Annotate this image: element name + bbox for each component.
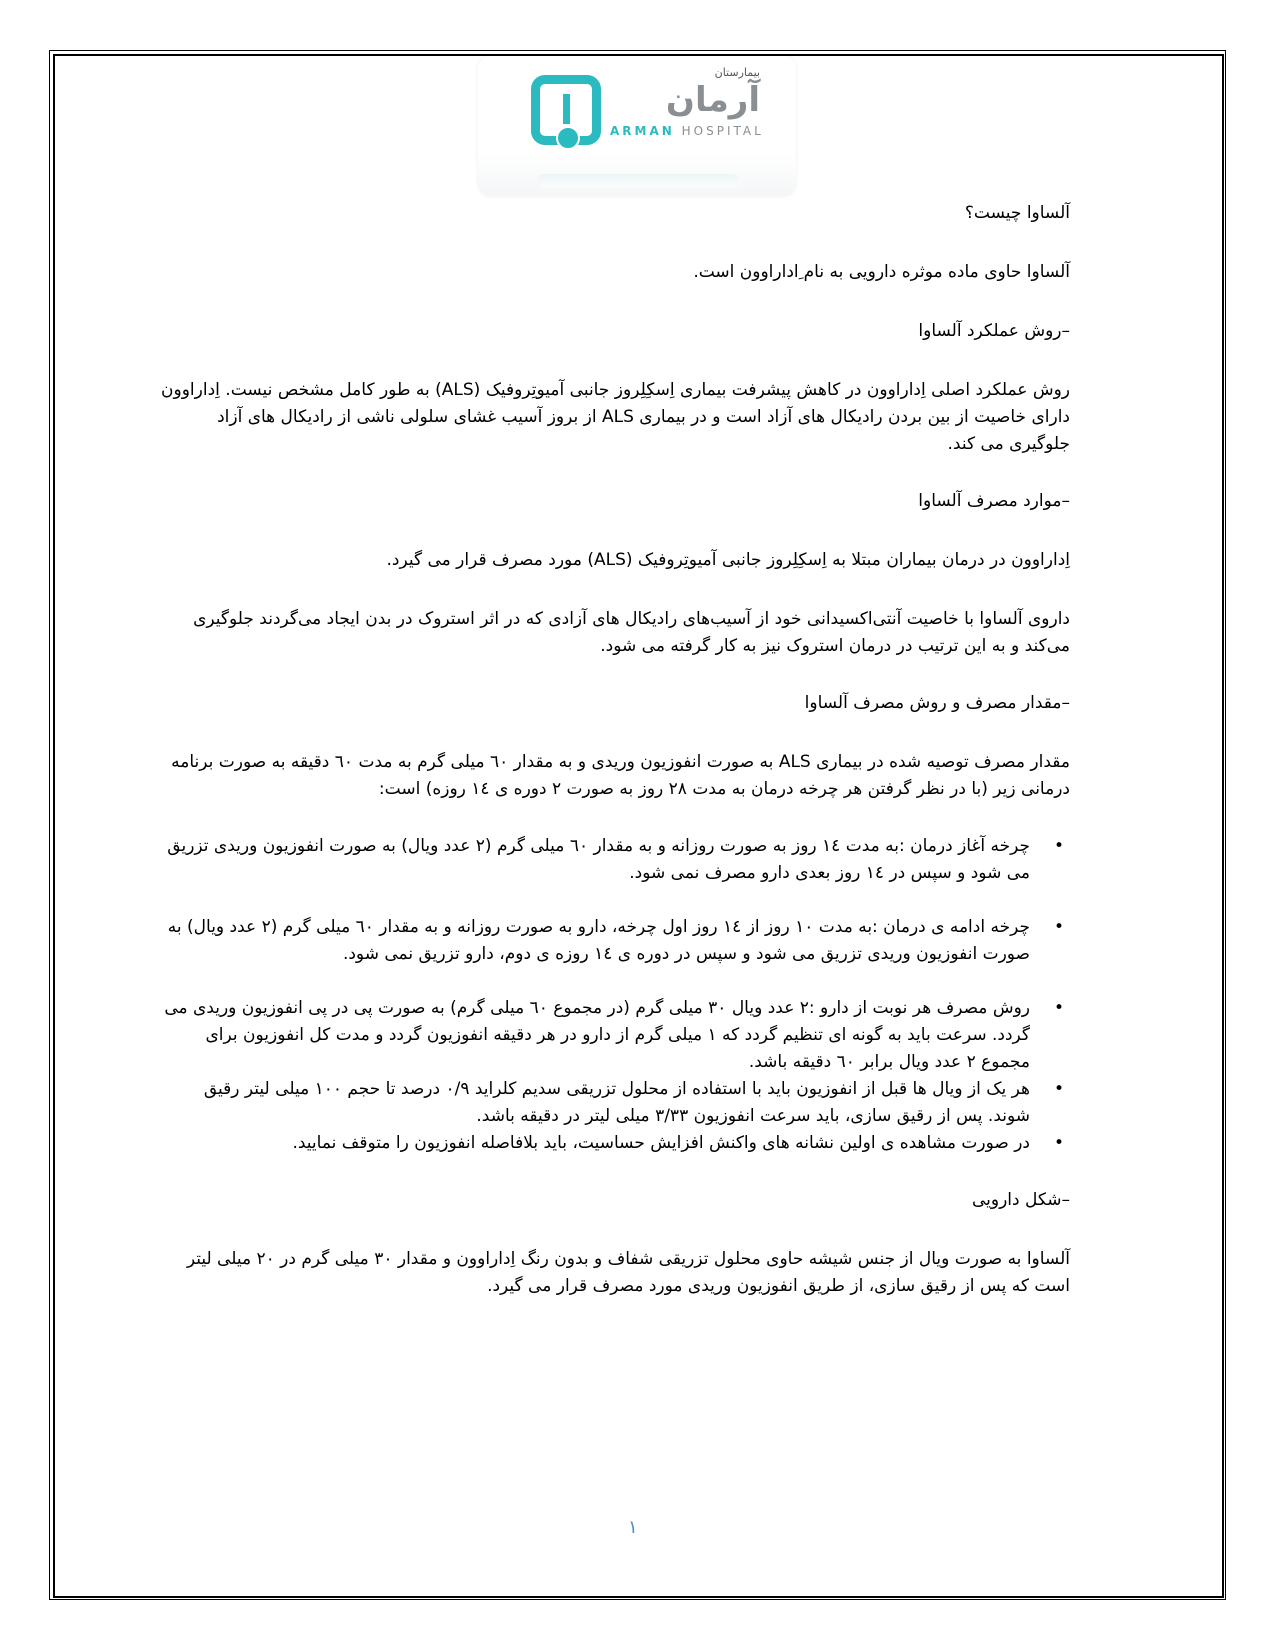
logo-name-en-bold: ARMAN [610,124,675,138]
list-item-text: روش مصرف هر نوبت از دارو :٢ عدد ویال ٣٠ میلی گرم (در مجموع ٦٠ میلی گرم) به صورت پی در پی انفوزیون وریدی می گردد. سرعت باید به گونه ای تنظیم گردد که ١ میلی گرم از دارو در هر دقیقه انفوزیون گردد و مدت کل انفوزیون برای مجموع ٢ عدد ویال برابر ٦٠ دقیقه باشد. [164,998,1030,1072]
bullet-icon: • [1053,917,1064,937]
list-item [160,1130,1064,1157]
logo-name-en [610,124,764,138]
bullet-icon: • [1053,1079,1064,1099]
list-item [160,914,1064,968]
heading-mechanism: –روش عملکرد آلساوا [918,321,1070,341]
heading-dosage: –مقدار مصرف و روش مصرف آلساوا [804,693,1070,713]
heading-what-is: آلساوا چیست؟ [964,203,1070,223]
paragraph-dosage: مقدار مصرف توصیه شده در بیماری ALS به صورت انفوزیون وریدی و به مقدار ٦٠ میلی گرم به مدت ٦٠ دقیقه به صورت برنامه درمانی زیر (با در نظر گرفتن هر چرخه درمان به مدت ٢٨ روز به صورت ٢ دوره ی ١٤ روزه) است: [171,752,1070,799]
logo-subtitle-fa: بیمارستان [714,66,760,79]
document-body [160,200,1070,1330]
heading-uses: –موارد مصرف آلساوا [918,491,1070,511]
bullet-icon: • [1053,836,1064,856]
logo-heart-monitor-icon [531,75,601,145]
hospital-logo [478,56,796,196]
paragraph-uses-2: داروی آلساوا با خاصیت آنتی‌اکسیدانی خود از آسیب‌های رادیکال های آزادی که در اثر استروک در بدن ایجاد می‌گردند جلوگیری می‌کند و به این ترتیب در درمان استروک نیز به کار گرفته می شود. [193,609,1070,656]
logo-reflection [538,174,738,188]
dosage-bullet-list [160,833,1070,1157]
paragraph-mechanism: روش عملکرد اصلی اِداراوون در کاهش پیشرفت بیماری اِسکِلِروز جانبی آمیوتِروفیک (ALS) به طور کامل مشخص نیست. اِداراوون دارای خاصیت از بین بردن رادیکال های آزاد است و در بیماری ALS از بروز آسیب غشای سلولی ناشی از رادیکال های آزاد جلوگیری می کند. [161,380,1070,454]
bullet-icon: • [1053,1133,1064,1153]
logo-name-en-light: HOSPITAL [681,124,764,138]
paragraph-what-is: آلساوا حاوی ماده موثره دارویی به نام ِاداراوون است. [693,262,1070,282]
list-item [160,833,1064,887]
list-item [160,995,1064,1076]
page-number: ١ [628,1517,638,1538]
list-item-text: هر یک از ویال ها قبل از انفوزیون باید با استفاده از محلول تزریقی سدیم کلراید ٠/٩ درصد تا حجم ١٠٠ میلی لیتر رقیق شوند. پس از رقیق سازی، باید سرعت انفوزیون ٣/٣٣ میلی لیتر در دقیقه باشد. [203,1079,1030,1126]
heading-form: –شکل دارویی [971,1190,1070,1210]
logo-text-group [610,66,764,138]
list-item [160,1076,1064,1130]
paragraph-uses-1: اِداراوون در درمان بیماران مبتلا به اِسکِلِروز جانبی آمیوتِروفیک (ALS) مورد مصرف قرار می گیرد. [386,550,1070,570]
logo-name-fa: آرمان [665,80,760,120]
paragraph-form: آلساوا به صورت ویال از جنس شیشه حاوی محلول تزریقی شفاف و بدون رنگ اِداراوون و مقدار ٣٠ میلی گرم در ٢٠ میلی لیتر است که پس از رقیق سازی، از طریق انفوزیون وریدی مورد مصرف قرار می گیرد. [186,1249,1070,1296]
bullet-icon: • [1053,998,1064,1018]
list-item-text: چرخه آغاز درمان :به مدت ١٤ روز به صورت روزانه و به مقدار ٦٠ میلی گرم (٢ عدد ویال) به صورت انفوزیون وریدی تزریق می شود و سپس در ١٤ روز بعدی دارو مصرف نمی شود. [167,836,1030,883]
list-item-text: چرخه ادامه ی درمان :به مدت ١٠ روز از ١٤ روز اول چرخه، دارو به صورت روزانه و به مقدار ٦٠ میلی گرم (٢ عدد ویال) به صورت انفوزیون وریدی تزریق می شود و سپس در دوره ی ١٤ روزه ی دوم، دارو تزریق نمی شود. [167,917,1030,964]
list-item-text: در صورت مشاهده ی اولین نشانه های واکنش افزایش حساسیت، باید بلافاصله انفوزیون را متوقف نمایید. [292,1133,1030,1153]
